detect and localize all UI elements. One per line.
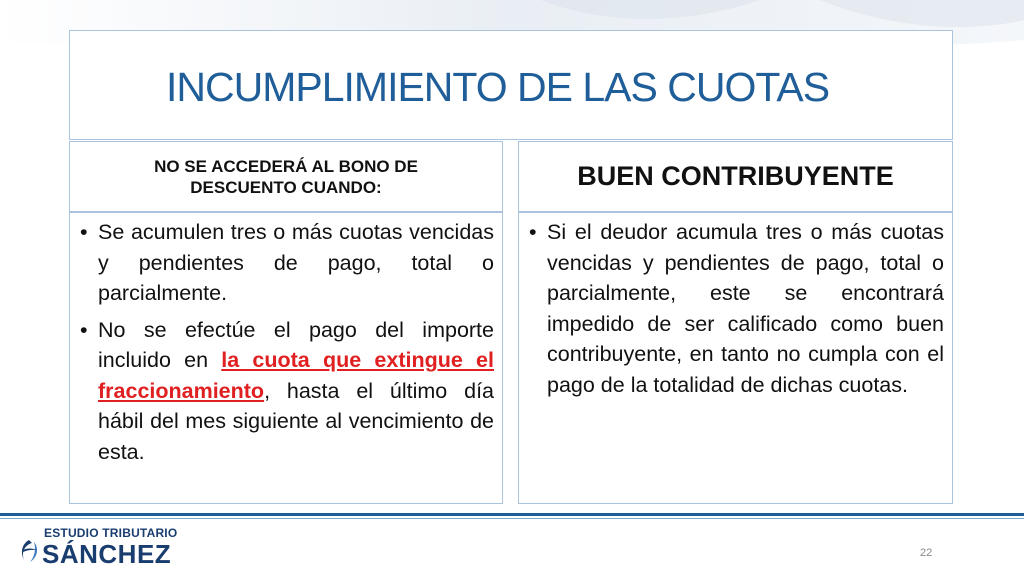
globe-icon <box>18 538 40 564</box>
logo-name: SÁNCHEZ <box>42 539 172 569</box>
left-bullet-1 <box>78 217 494 309</box>
left-bullet-2-text-end: , hasta el último día hábil del mes siguiente al vencimiento de esta. <box>98 378 494 464</box>
right-bullet-list <box>527 217 944 400</box>
left-bullet-1-text: Se acumulen tres o más cuotas vencidas y pendientes de pago, total o parcialmente. <box>98 220 494 305</box>
page-number: 22 <box>920 547 933 559</box>
right-bullet-1 <box>527 217 944 400</box>
footer-divider <box>0 513 1024 516</box>
highlighted-cuota-link: la cuota que extingue el fraccionamiento <box>98 348 494 403</box>
left-column-header <box>69 141 503 212</box>
right-column-body <box>518 212 953 504</box>
left-column-body <box>69 212 503 504</box>
title-box <box>69 30 953 140</box>
left-bullet-2 <box>78 315 494 468</box>
right-header-text: BUEN CONTRIBUYENTE <box>577 161 894 191</box>
footer-divider-thin <box>0 518 1024 519</box>
left-bullet-list <box>78 217 494 467</box>
logo-subtitle: ESTUDIO TRIBUTARIO <box>44 526 178 540</box>
left-header-text: NO SE ACCEDERÁ AL BONO DE DESCUENTO CUANDO: <box>154 156 418 197</box>
company-logo <box>18 524 188 572</box>
slide-title: INCUMPLIMIENTO DE LAS CUOTAS <box>166 64 830 110</box>
right-column-header <box>518 141 953 212</box>
right-bullet-1-text: Si el deudor acumula tres o más cuotas vencidas y pendientes de pago, total o parcialmente, este se encontrará impedido de ser calificado como buen contribuyente, en tanto no cumpla con el pago de la totalidad de dichas cuotas. <box>547 220 944 397</box>
left-bullet-2-text-start: No se efectúe el pago del importe incluido en <box>98 317 494 372</box>
